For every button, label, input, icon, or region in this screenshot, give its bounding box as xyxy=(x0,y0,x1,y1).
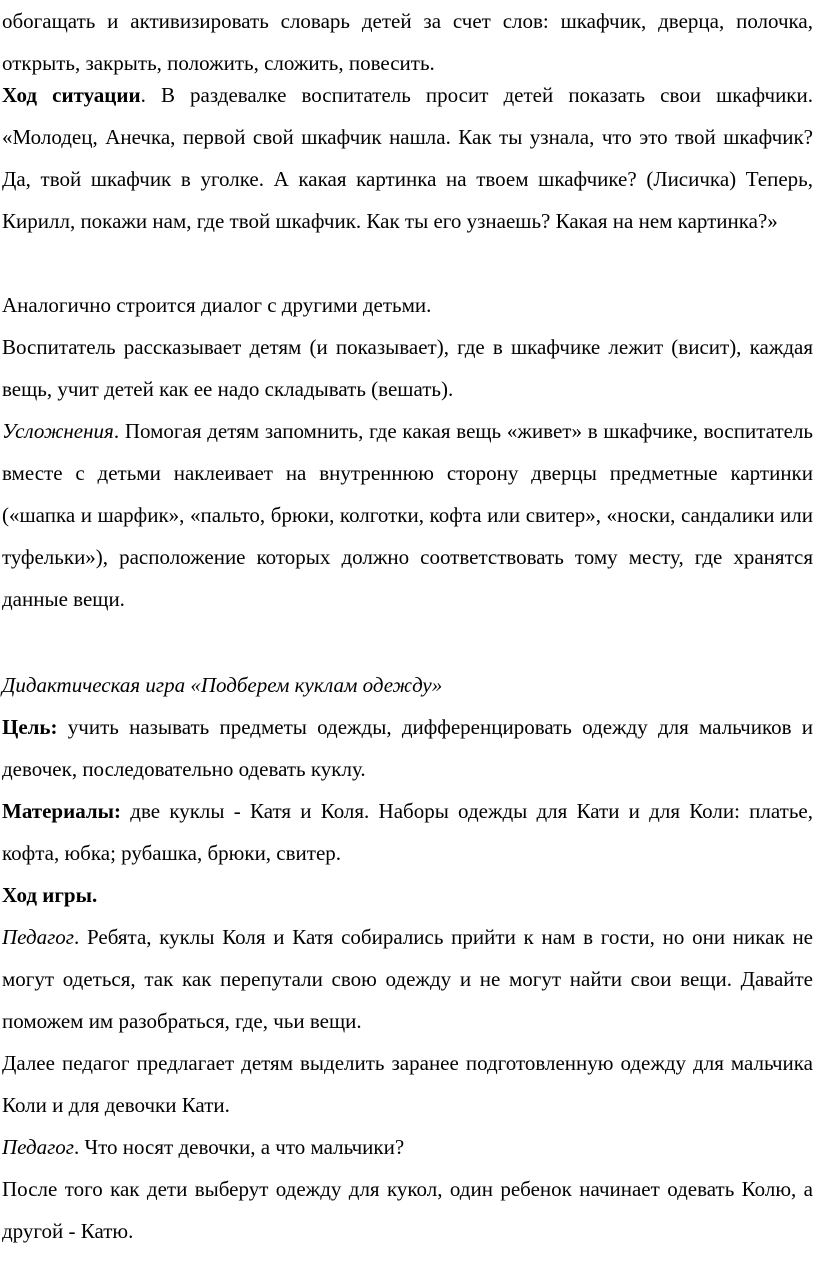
paragraph-text: учить называть предметы одежды, дифференцировать одежду для мальчиков и девочек, последовательно одевать куклу. xyxy=(2,715,813,781)
goal-heading: Цель: xyxy=(2,715,58,739)
paragraph-teacher-explains xyxy=(2,326,813,410)
paragraph-text: . Ребята, куклы Коля и Катя собирались прийти к нам в гости, но они никак не могут одеться, так как перепутали свою одежду и не могут найти свои вещи. Давайте поможем им разобраться, где, чьи вещи. xyxy=(2,925,813,1033)
paragraph-materials xyxy=(2,790,813,874)
complications-heading: Усложнения xyxy=(2,419,114,443)
paragraph-text: . Помогая детям запомнить, где какая вещь «живет» в шкафчике, воспитатель вместе с детьми наклеивает на внутреннюю сторону дверцы предметные картинки («шапка и шарфик», «пальто, брюки, колготки, кофта или свитер», «носки, сандалики или туфельки»), расположение которых должно соответствовать тому месту, где хранятся данные вещи. xyxy=(2,419,813,611)
paragraph-text: Аналогично строится диалог с другими детьми. xyxy=(2,293,432,317)
paragraph-text: обогащать и активизировать словарь детей за счет слов: шкафчик, дверца, полочка, открыть, закрыть, положить, сложить, повесить. xyxy=(2,9,813,75)
paragraph-situation xyxy=(2,74,813,242)
paragraph-text: После того как дети выберут одежду для кукол, один ребенок начинает одевать Колю, а другой - Катю. xyxy=(2,1177,813,1243)
paragraph-text: . В раздевалке воспитатель просит детей показать свои шкафчики. «Молодец, Анечка, первой свой шкафчик нашла. Как ты узнала, что это твой шкафчик? Да, твой шкафчик в уголке. А какая картинка на твоем шкафчике? (Лисичка) Теперь, Кирилл, покажи нам, где твой шкафчик. Как ты его узнаешь? Какая на нем картинка?» xyxy=(2,83,813,233)
materials-heading: Материалы: xyxy=(2,799,122,823)
paragraph-teacher-intro xyxy=(2,916,813,1042)
paragraph-text: Далее педагог предлагает детям выделить заранее подготовленную одежду для мальчика Коли и для девочки Кати. xyxy=(2,1051,813,1117)
paragraph-text: . Что носят девочки, а что мальчики? xyxy=(73,1135,405,1159)
teacher-label: Педагог xyxy=(2,1135,74,1159)
paragraph-vocabulary xyxy=(2,0,813,84)
game-progress-heading xyxy=(2,874,813,916)
paragraph-teacher-offers xyxy=(2,1042,813,1126)
paragraph-teacher-question xyxy=(2,1126,813,1168)
teacher-label: Педагог xyxy=(2,925,74,949)
situation-heading: Ход ситуации xyxy=(2,83,141,107)
paragraph-goal xyxy=(2,706,813,790)
game-title xyxy=(2,664,813,706)
paragraph-dressing xyxy=(2,1168,813,1252)
game-progress-text: Ход игры. xyxy=(2,883,98,907)
paragraph-text: две куклы - Катя и Коля. Наборы одежды для Кати и для Коли: платье, кофта, юбка; рубашка, брюки, свитер. xyxy=(2,799,813,865)
paragraph-complications xyxy=(2,410,813,620)
paragraph-text: Воспитатель рассказывает детям (и показывает), где в шкафчике лежит (висит), каждая вещь, учит детей как ее надо складывать (вешать). xyxy=(2,335,813,401)
paragraph-analogy xyxy=(2,284,813,326)
game-title-text: Дидактическая игра «Подберем куклам одежду» xyxy=(2,673,443,697)
